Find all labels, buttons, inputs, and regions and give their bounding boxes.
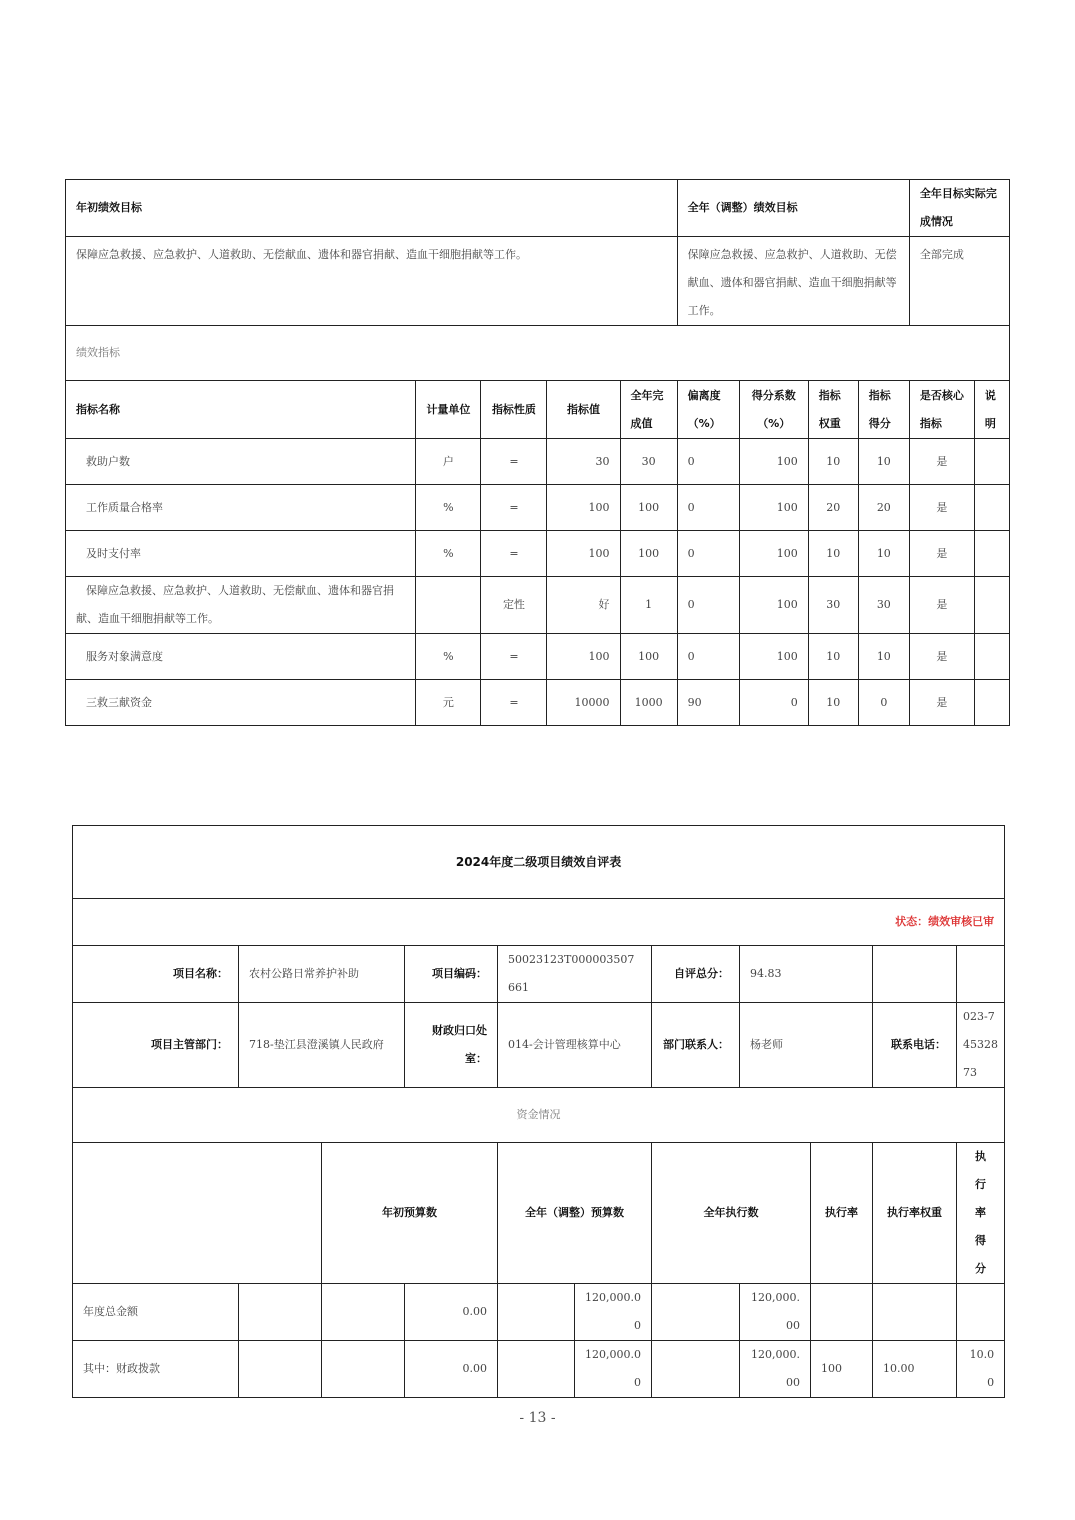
indicator-note	[974, 680, 1009, 726]
indicator-weight: 30	[808, 577, 858, 634]
indicator-row	[66, 680, 1010, 726]
adjusted-goal-text: 保障应急救援、应急救护、人道救助、无偿献血、遗体和器官捐献、造血干细胞捐献等工作。	[677, 237, 909, 326]
indicator-row	[66, 531, 1010, 577]
indicator-note	[974, 634, 1009, 680]
header-actual-completion: 全年目标实际完成情况	[909, 180, 1009, 237]
funds-adjusted: 120,000.00	[575, 1341, 652, 1398]
indicator-note	[974, 439, 1009, 485]
funds-label: 其中：财政拨款	[73, 1341, 239, 1398]
col-core: 是否核心指标	[909, 381, 974, 439]
indicator-coef: 100	[739, 439, 808, 485]
empty-cell	[498, 1284, 575, 1341]
indicator-row	[66, 634, 1010, 680]
indicator-dev: 0	[677, 439, 739, 485]
indicator-row	[66, 439, 1010, 485]
col-deviation: 偏离度（%）	[677, 381, 739, 439]
indicator-core: 是	[909, 439, 974, 485]
indicators-header-row	[66, 381, 1010, 439]
indicator-score: 0	[858, 680, 909, 726]
funds-rate	[811, 1284, 873, 1341]
indicators-section-title: 绩效指标	[66, 326, 1010, 381]
funds-executed: 120,000.00	[740, 1284, 811, 1341]
indicator-name: 三救三献资金	[66, 680, 416, 726]
dept-value: 718-垫江县澄溪镇人民政府	[239, 1003, 405, 1088]
empty-cell	[239, 1341, 322, 1398]
col-unit: 计量单位	[416, 381, 481, 439]
status-badge: 状态：绩效审核已审	[73, 899, 1005, 946]
indicator-nature: =	[481, 439, 547, 485]
indicator-done: 1000	[620, 680, 677, 726]
funds-section-title: 资金情况	[73, 1088, 1005, 1143]
indicator-score: 20	[858, 485, 909, 531]
empty-cell	[873, 946, 957, 1003]
empty-cell	[652, 1341, 740, 1398]
empty-cell	[652, 1284, 740, 1341]
page-number: - 13 -	[519, 1410, 556, 1426]
col-adjusted-budget: 全年（调整）预算数	[498, 1143, 652, 1284]
initial-goal-text: 保障应急救援、应急救护、人道救助、无偿献血、遗体和器官捐献、造血干细胞捐献等工作。	[66, 237, 678, 326]
indicator-value: 好	[547, 577, 620, 634]
empty-cell	[322, 1284, 405, 1341]
funds-row	[73, 1341, 1005, 1398]
indicator-weight: 20	[808, 485, 858, 531]
indicator-coef: 0	[739, 680, 808, 726]
project-name-value: 农村公路日常养护补助	[239, 946, 405, 1003]
funds-adjusted: 120,000.00	[575, 1284, 652, 1341]
indicator-coef: 100	[739, 531, 808, 577]
indicator-done: 30	[620, 439, 677, 485]
col-score: 指标得分	[858, 381, 909, 439]
indicator-done: 100	[620, 531, 677, 577]
empty-cell	[498, 1341, 575, 1398]
total-score-label: 自评总分：	[652, 946, 740, 1003]
indicator-weight: 10	[808, 439, 858, 485]
self-evaluation-table	[72, 825, 1005, 1398]
form-title: 2024年度二级项目绩效自评表	[73, 826, 1005, 899]
contact-label: 部门联系人：	[652, 1003, 740, 1088]
indicator-core: 是	[909, 577, 974, 634]
funds-executed: 120,000.00	[740, 1341, 811, 1398]
empty-cell	[322, 1341, 405, 1398]
col-exec-weight: 执行率权重	[873, 1143, 957, 1284]
col-indicator-name: 指标名称	[66, 381, 416, 439]
indicator-unit: %	[416, 485, 481, 531]
project-code-value: 50023123T000003507661	[498, 946, 652, 1003]
indicator-note	[974, 531, 1009, 577]
empty-cell	[957, 946, 1005, 1003]
indicator-unit: 户	[416, 439, 481, 485]
indicator-name: 服务对象满意度	[66, 634, 416, 680]
indicator-dev: 0	[677, 485, 739, 531]
col-nature: 指标性质	[481, 381, 547, 439]
indicator-value: 100	[547, 485, 620, 531]
indicator-core: 是	[909, 531, 974, 577]
finance-label: 财政归口处室：	[405, 1003, 498, 1088]
indicator-row	[66, 485, 1010, 531]
funds-weight: 10.00	[873, 1341, 957, 1398]
indicator-done: 1	[620, 577, 677, 634]
project-name-label: 项目名称：	[73, 946, 239, 1003]
col-weight: 指标权重	[808, 381, 858, 439]
indicator-value: 30	[547, 439, 620, 485]
indicator-value: 100	[547, 634, 620, 680]
indicator-nature: =	[481, 634, 547, 680]
funds-initial: 0.00	[405, 1341, 498, 1398]
indicator-nature: =	[481, 485, 547, 531]
funds-score	[957, 1284, 1005, 1341]
indicator-name: 救助户数	[66, 439, 416, 485]
indicator-score: 10	[858, 439, 909, 485]
indicator-nature: =	[481, 531, 547, 577]
indicator-name: 保障应急救援、应急救护、人道救助、无偿献血、遗体和器官捐献、造血干细胞捐献等工作。	[66, 577, 416, 634]
phone-label: 联系电话：	[873, 1003, 957, 1088]
col-executed: 全年执行数	[652, 1143, 811, 1284]
dept-label: 项目主管部门：	[73, 1003, 239, 1088]
indicator-weight: 10	[808, 680, 858, 726]
indicator-dev: 0	[677, 577, 739, 634]
indicator-name: 工作质量合格率	[66, 485, 416, 531]
indicator-dev: 90	[677, 680, 739, 726]
actual-completion-text: 全部完成	[909, 237, 1009, 326]
indicator-dev: 0	[677, 531, 739, 577]
indicator-score: 30	[858, 577, 909, 634]
funds-rate: 100	[811, 1341, 873, 1398]
indicator-nature: =	[481, 680, 547, 726]
project-code-label: 项目编码：	[405, 946, 498, 1003]
indicator-note	[974, 485, 1009, 531]
indicator-nature: 定性	[481, 577, 547, 634]
indicator-unit: %	[416, 531, 481, 577]
funds-header-row	[73, 1143, 1005, 1284]
header-initial-goal: 年初绩效目标	[66, 180, 678, 237]
funds-row	[73, 1284, 1005, 1341]
indicator-score: 10	[858, 531, 909, 577]
indicator-done: 100	[620, 485, 677, 531]
indicator-score: 10	[858, 634, 909, 680]
indicator-core: 是	[909, 485, 974, 531]
col-initial-budget: 年初预算数	[322, 1143, 498, 1284]
contact-value: 杨老师	[740, 1003, 873, 1088]
phone-value: 023-74532873	[957, 1003, 1005, 1088]
indicator-note	[974, 577, 1009, 634]
empty-cell	[239, 1284, 322, 1341]
indicator-unit: 元	[416, 680, 481, 726]
indicator-value: 100	[547, 531, 620, 577]
indicator-core: 是	[909, 634, 974, 680]
header-adjusted-goal: 全年（调整）绩效目标	[677, 180, 909, 237]
col-value: 指标值	[547, 381, 620, 439]
finance-value: 014-会计管理核算中心	[498, 1003, 652, 1088]
col-completed: 全年完成值	[620, 381, 677, 439]
col-exec-score: 执行率得分	[957, 1143, 1005, 1284]
funds-label: 年度总金额	[73, 1284, 239, 1341]
indicator-coef: 100	[739, 577, 808, 634]
indicator-coef: 100	[739, 634, 808, 680]
funds-score: 10.00	[957, 1341, 1005, 1398]
indicator-name: 及时支付率	[66, 531, 416, 577]
indicator-coef: 100	[739, 485, 808, 531]
indicator-done: 100	[620, 634, 677, 680]
indicator-weight: 10	[808, 634, 858, 680]
col-note: 说明	[974, 381, 1009, 439]
indicator-weight: 10	[808, 531, 858, 577]
indicator-value: 10000	[547, 680, 620, 726]
indicator-unit	[416, 577, 481, 634]
total-score-value: 94.83	[740, 946, 873, 1003]
performance-goals-table	[65, 179, 1010, 726]
indicator-dev: 0	[677, 634, 739, 680]
indicator-core: 是	[909, 680, 974, 726]
indicator-unit: %	[416, 634, 481, 680]
col-coefficient: 得分系数（%）	[739, 381, 808, 439]
indicator-row	[66, 577, 1010, 634]
empty-cell	[73, 1143, 322, 1284]
funds-weight	[873, 1284, 957, 1341]
funds-initial: 0.00	[405, 1284, 498, 1341]
col-exec-rate: 执行率	[811, 1143, 873, 1284]
